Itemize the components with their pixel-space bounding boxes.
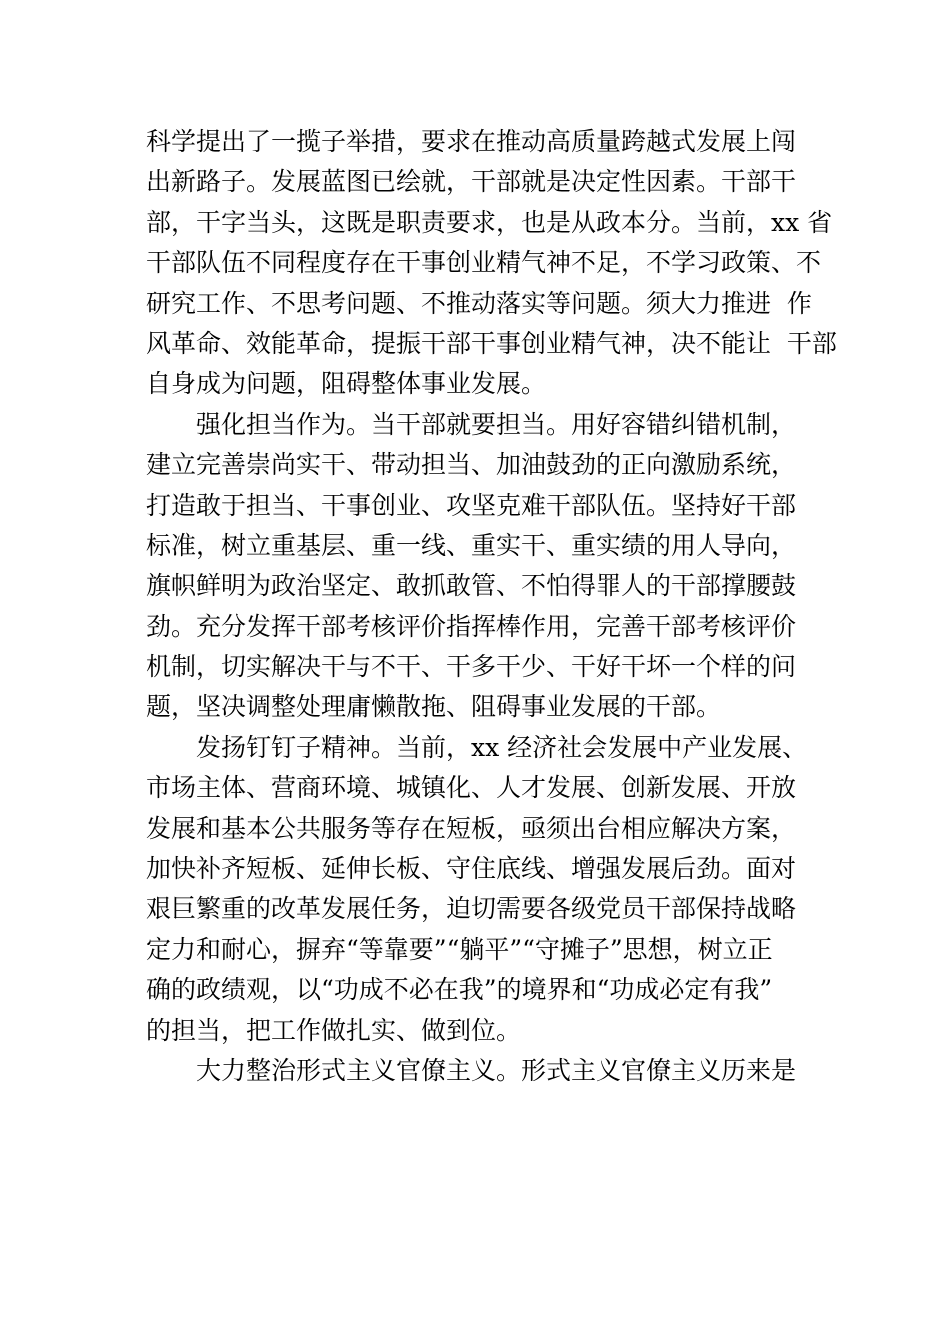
text-line: 旗帜鲜明为政治坚定、敢抓敢管、不怕得罪人的干部撑腰鼓 (146, 571, 797, 601)
text-line: 风革命、效能革命，提振干部干事创业精气神，决不能让 干部 (146, 328, 837, 358)
text-line: 打造敢于担当、干事创业、攻坚克难干部队伍。坚持好干部 (146, 490, 797, 520)
paragraph-first-line: 发扬钉钉子精神。当前，xx 经济社会发展中产业发展、 (196, 732, 808, 762)
text-line: 市场主体、营商环境、城镇化、人才发展、创新发展、开放 (146, 773, 797, 803)
body-text (146, 122, 846, 1091)
text-line: 研究工作、不思考问题、不推动落实等问题。须大力推进 作 (146, 288, 812, 318)
text-line: 加快补齐短板、延伸长板、守住底线、增强发展后劲。面对 (146, 854, 797, 884)
text-line: 出新路子。发展蓝图已绘就，干部就是决定性因素。干部干 (146, 167, 797, 197)
paragraph-first-line: 强化担当作为。当干部就要担当。用好容错纠错机制， (196, 409, 797, 439)
text-line: 确的政绩观，以“功成不必在我”的境界和“功成必定有我” (146, 975, 773, 1005)
text-line: 标准，树立重基层、重一线、重实干、重实绩的用人导向， (146, 530, 797, 560)
text-line: 劲。充分发挥干部考核评价指挥棒作用，完善干部考核评价 (146, 611, 797, 641)
text-line: 机制，切实解决干与不干、干多干少、干好干坏一个样的问 (146, 652, 797, 682)
text-line: 自身成为问题，阻碍整体事业发展。 (146, 369, 547, 399)
paragraph-first-line: 大力整治形式主义官僚主义。形式主义官僚主义历来是 (196, 1055, 797, 1085)
text-line: 部，干字当头，这既是职责要求，也是从政本分。当前，xx 省 (146, 207, 833, 237)
text-line: 发展和基本公共服务等存在短板，亟须出台相应解决方案， (146, 813, 797, 843)
text-line: 题，坚决调整处理庸懒散拖、阻碍事业发展的干部。 (146, 692, 722, 722)
text-line: 艰巨繁重的改革发展任务，迫切需要各级党员干部保持战略 (146, 894, 797, 924)
text-line: 建立完善崇尚实干、带动担当、加油鼓劲的正向激励系统， (146, 450, 797, 480)
text-line: 干部队伍不同程度存在干事创业精气神不足，不学习政策、不 (146, 248, 822, 278)
text-line: 科学提出了一揽子举措，要求在推动高质量跨越式发展上闯 (146, 127, 797, 156)
text-line: 定力和耐心，摒弃“等靠要”“躺平”“守摊子”思想，树立正 (146, 934, 773, 964)
text-line: 的担当，把工作做扎实、做到位。 (146, 1015, 522, 1045)
